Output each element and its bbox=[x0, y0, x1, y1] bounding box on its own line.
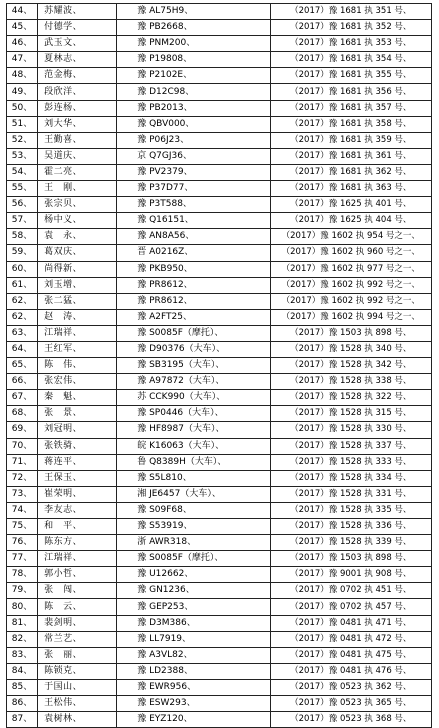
person-name-cell: 陈 云、 bbox=[38, 599, 117, 615]
row-number-cell: 71、 bbox=[7, 454, 38, 470]
table-row bbox=[7, 245, 432, 261]
table-row bbox=[7, 519, 432, 535]
person-name-cell: 张 景、 bbox=[38, 406, 117, 422]
table-row bbox=[7, 486, 432, 502]
plate-number-cell: 豫 GEP253、 bbox=[117, 599, 270, 615]
table-row bbox=[7, 100, 432, 116]
table-row bbox=[7, 341, 432, 357]
plate-number-cell: 豫 LD2388、 bbox=[117, 663, 270, 679]
plate-number-cell: 豫 U12662、 bbox=[117, 567, 270, 583]
plate-number-cell: 晋 A0216Z、 bbox=[117, 245, 270, 261]
table-row bbox=[7, 4, 432, 20]
case-number-cell: （2017）豫 1528 执 331 号、 bbox=[270, 486, 431, 502]
table-row bbox=[7, 438, 432, 454]
plate-number-cell: 豫 EWR956、 bbox=[117, 679, 270, 695]
case-number-cell: （2017）豫 1503 执 898 号、 bbox=[270, 325, 431, 341]
table-row bbox=[7, 229, 432, 245]
table-row bbox=[7, 712, 432, 728]
plate-number-cell: 豫 D90376（大车）、 bbox=[117, 341, 270, 357]
case-number-cell: （2017）豫 1602 执 994 号之一、 bbox=[270, 309, 431, 325]
plate-number-cell: 豫 QBV000、 bbox=[117, 116, 270, 132]
row-number-cell: 79、 bbox=[7, 583, 38, 599]
plate-number-cell: 豫 Q16151、 bbox=[117, 213, 270, 229]
plate-number-cell: 豫 AL75H9、 bbox=[117, 4, 270, 20]
row-number-cell: 44、 bbox=[7, 4, 38, 20]
row-number-cell: 78、 bbox=[7, 567, 38, 583]
case-number-cell: （2017）豫 0702 执 457 号、 bbox=[270, 599, 431, 615]
person-name-cell: 苏耀波、 bbox=[38, 4, 117, 20]
table-row bbox=[7, 84, 432, 100]
row-number-cell: 47、 bbox=[7, 52, 38, 68]
plate-number-cell: 苏 CCK990（大车）、 bbox=[117, 390, 270, 406]
person-name-cell: 付德学、 bbox=[38, 20, 117, 36]
case-number-cell: （2017）豫 1528 执 334 号、 bbox=[270, 470, 431, 486]
row-number-cell: 53、 bbox=[7, 148, 38, 164]
person-name-cell: 张宏伟、 bbox=[38, 374, 117, 390]
row-number-cell: 85、 bbox=[7, 679, 38, 695]
case-number-cell: （2017）豫 1681 执 357 号、 bbox=[270, 100, 431, 116]
table-row bbox=[7, 36, 432, 52]
row-number-cell: 84、 bbox=[7, 663, 38, 679]
row-number-cell: 51、 bbox=[7, 116, 38, 132]
case-number-cell: （2017）豫 1528 执 333 号、 bbox=[270, 454, 431, 470]
row-number-cell: 67、 bbox=[7, 390, 38, 406]
table-row bbox=[7, 454, 432, 470]
case-number-cell: （2017）豫 1681 执 362 号、 bbox=[270, 164, 431, 180]
plate-number-cell: 京 Q7GJ36、 bbox=[117, 148, 270, 164]
table-row bbox=[7, 502, 432, 518]
person-name-cell: 王保玉、 bbox=[38, 470, 117, 486]
case-number-cell: （2017）豫 1681 执 353 号、 bbox=[270, 36, 431, 52]
row-number-cell: 70、 bbox=[7, 438, 38, 454]
table-row bbox=[7, 358, 432, 374]
person-name-cell: 常兰艺、 bbox=[38, 631, 117, 647]
table-row bbox=[7, 599, 432, 615]
plate-number-cell: 豫 P3T588、 bbox=[117, 197, 270, 213]
plate-number-cell: 豫 PR8612、 bbox=[117, 293, 270, 309]
table-row bbox=[7, 567, 432, 583]
row-number-cell: 73、 bbox=[7, 486, 38, 502]
table-row bbox=[7, 663, 432, 679]
table-row bbox=[7, 647, 432, 663]
case-number-cell: （2017）豫 1528 执 315 号、 bbox=[270, 406, 431, 422]
plate-number-cell: 豫 HF8987（大车）、 bbox=[117, 422, 270, 438]
row-number-cell: 77、 bbox=[7, 551, 38, 567]
person-name-cell: 葛双庆、 bbox=[38, 245, 117, 261]
row-number-cell: 68、 bbox=[7, 406, 38, 422]
table-row bbox=[7, 277, 432, 293]
table-row bbox=[7, 68, 432, 84]
row-number-cell: 64、 bbox=[7, 341, 38, 357]
case-number-cell: （2017）豫 1681 执 358 号、 bbox=[270, 116, 431, 132]
row-number-cell: 49、 bbox=[7, 84, 38, 100]
table-row bbox=[7, 631, 432, 647]
person-name-cell: 张 丽、 bbox=[38, 647, 117, 663]
plate-number-cell: 豫 SP0446（大车）、 bbox=[117, 406, 270, 422]
table-row bbox=[7, 679, 432, 695]
case-number-cell: （2017）豫 1528 执 339 号、 bbox=[270, 535, 431, 551]
plate-number-cell: 豫 S0085F（摩托）、 bbox=[117, 325, 270, 341]
table-row bbox=[7, 116, 432, 132]
person-name-cell: 夏林志、 bbox=[38, 52, 117, 68]
case-number-cell: （2017）豫 1681 执 361 号、 bbox=[270, 148, 431, 164]
person-name-cell: 霍二亮、 bbox=[38, 164, 117, 180]
person-name-cell: 赵 涛、 bbox=[38, 309, 117, 325]
plate-number-cell: 豫 S53919、 bbox=[117, 519, 270, 535]
person-name-cell: 刘冠明、 bbox=[38, 422, 117, 438]
person-name-cell: 郭小哲、 bbox=[38, 567, 117, 583]
plate-number-cell: 皖 K16063（大车）、 bbox=[117, 438, 270, 454]
plate-number-cell: 豫 P37D77、 bbox=[117, 181, 270, 197]
case-number-cell: （2017）豫 0702 执 451 号、 bbox=[270, 583, 431, 599]
case-number-cell: （2017）豫 0523 执 362 号、 bbox=[270, 679, 431, 695]
row-number-cell: 65、 bbox=[7, 358, 38, 374]
table-row bbox=[7, 615, 432, 631]
person-name-cell: 段欣洋、 bbox=[38, 84, 117, 100]
table-row bbox=[7, 422, 432, 438]
case-number-cell: （2017）豫 1602 执 954 号之一、 bbox=[270, 229, 431, 245]
row-number-cell: 46、 bbox=[7, 36, 38, 52]
row-number-cell: 63、 bbox=[7, 325, 38, 341]
case-number-cell: （2017）豫 1681 执 354 号、 bbox=[270, 52, 431, 68]
person-name-cell: 范金梅、 bbox=[38, 68, 117, 84]
plate-number-cell: 豫 EYZ120、 bbox=[117, 712, 270, 728]
row-number-cell: 59、 bbox=[7, 245, 38, 261]
person-name-cell: 彭连杨、 bbox=[38, 100, 117, 116]
person-name-cell: 袁树林、 bbox=[38, 712, 117, 728]
person-name-cell: 陈东方、 bbox=[38, 535, 117, 551]
table-row bbox=[7, 20, 432, 36]
table-row bbox=[7, 551, 432, 567]
row-number-cell: 60、 bbox=[7, 261, 38, 277]
table-row bbox=[7, 181, 432, 197]
plate-number-cell: 豫 PV2379、 bbox=[117, 164, 270, 180]
case-number-cell: （2017）豫 1681 执 359 号、 bbox=[270, 132, 431, 148]
case-number-cell: （2017）豫 1528 执 342 号、 bbox=[270, 358, 431, 374]
person-name-cell: 吴道庆、 bbox=[38, 148, 117, 164]
person-name-cell: 于国山、 bbox=[38, 679, 117, 695]
row-number-cell: 83、 bbox=[7, 647, 38, 663]
plate-number-cell: 豫 S5L810、 bbox=[117, 470, 270, 486]
case-number-cell: （2017）豫 1528 执 330 号、 bbox=[270, 422, 431, 438]
case-number-cell: （2017）豫 1625 执 404 号、 bbox=[270, 213, 431, 229]
person-name-cell: 张 闯、 bbox=[38, 583, 117, 599]
person-name-cell: 崔荣明、 bbox=[38, 486, 117, 502]
row-number-cell: 45、 bbox=[7, 20, 38, 36]
table-row bbox=[7, 132, 432, 148]
case-number-cell: （2017）豫 1528 执 336 号、 bbox=[270, 519, 431, 535]
table-row bbox=[7, 197, 432, 213]
case-number-cell: （2017）豫 1528 执 340 号、 bbox=[270, 341, 431, 357]
person-name-cell: 蒋连平、 bbox=[38, 454, 117, 470]
enforcement-list-table bbox=[6, 3, 432, 728]
case-number-cell: （2017）豫 0481 执 475 号、 bbox=[270, 647, 431, 663]
person-name-cell: 和 平、 bbox=[38, 519, 117, 535]
plate-number-cell: 豫 S09F68、 bbox=[117, 502, 270, 518]
table-row bbox=[7, 213, 432, 229]
case-number-cell: （2017）豫 1528 执 337 号、 bbox=[270, 438, 431, 454]
table-row bbox=[7, 325, 432, 341]
case-number-cell: （2017）豫 1681 执 355 号、 bbox=[270, 68, 431, 84]
row-number-cell: 55、 bbox=[7, 181, 38, 197]
plate-number-cell: 豫 LL7919、 bbox=[117, 631, 270, 647]
row-number-cell: 72、 bbox=[7, 470, 38, 486]
case-number-cell: （2017）豫 0523 执 368 号、 bbox=[270, 712, 431, 728]
table-body bbox=[7, 4, 432, 728]
table-row bbox=[7, 535, 432, 551]
plate-number-cell: 豫 AN8A56、 bbox=[117, 229, 270, 245]
case-number-cell: （2017）豫 0523 执 365 号、 bbox=[270, 696, 431, 712]
plate-number-cell: 浙 AWR318、 bbox=[117, 535, 270, 551]
person-name-cell: 秦 魁、 bbox=[38, 390, 117, 406]
plate-number-cell: 豫 PB2668、 bbox=[117, 20, 270, 36]
plate-number-cell: 豫 A2FT25、 bbox=[117, 309, 270, 325]
plate-number-cell: 豫 SB3195（大车）、 bbox=[117, 358, 270, 374]
table-row bbox=[7, 164, 432, 180]
case-number-cell: （2017）豫 1681 执 356 号、 bbox=[270, 84, 431, 100]
case-number-cell: （2017）豫 1528 执 322 号、 bbox=[270, 390, 431, 406]
row-number-cell: 69、 bbox=[7, 422, 38, 438]
case-number-cell: （2017）豫 1625 执 401 号、 bbox=[270, 197, 431, 213]
case-number-cell: （2017）豫 1681 执 363 号、 bbox=[270, 181, 431, 197]
row-number-cell: 87、 bbox=[7, 712, 38, 728]
person-name-cell: 王松伟、 bbox=[38, 696, 117, 712]
row-number-cell: 76、 bbox=[7, 535, 38, 551]
row-number-cell: 86、 bbox=[7, 696, 38, 712]
person-name-cell: 刘玉增、 bbox=[38, 277, 117, 293]
table-row bbox=[7, 470, 432, 486]
case-number-cell: （2017）豫 1528 执 338 号、 bbox=[270, 374, 431, 390]
row-number-cell: 54、 bbox=[7, 164, 38, 180]
plate-number-cell: 湘 JE6457（大车）、 bbox=[117, 486, 270, 502]
table-row bbox=[7, 696, 432, 712]
person-name-cell: 武玉文、 bbox=[38, 36, 117, 52]
case-number-cell: （2017）豫 1528 执 335 号、 bbox=[270, 502, 431, 518]
person-name-cell: 江瑞祥、 bbox=[38, 551, 117, 567]
case-number-cell: （2017）豫 1602 执 977 号之一、 bbox=[270, 261, 431, 277]
case-number-cell: （2017）豫 0481 执 472 号、 bbox=[270, 631, 431, 647]
person-name-cell: 王 刚、 bbox=[38, 181, 117, 197]
person-name-cell: 王勤喜、 bbox=[38, 132, 117, 148]
person-name-cell: 陈锁克、 bbox=[38, 663, 117, 679]
table-row bbox=[7, 583, 432, 599]
plate-number-cell: 豫 PKB950、 bbox=[117, 261, 270, 277]
plate-number-cell: 豫 S0085F（摩托）、 bbox=[117, 551, 270, 567]
row-number-cell: 52、 bbox=[7, 132, 38, 148]
person-name-cell: 张铁骑、 bbox=[38, 438, 117, 454]
case-number-cell: （2017）豫 1681 执 351 号、 bbox=[270, 4, 431, 20]
row-number-cell: 80、 bbox=[7, 599, 38, 615]
case-number-cell: （2017）豫 1503 执 898 号、 bbox=[270, 551, 431, 567]
plate-number-cell: 豫 A3VL82、 bbox=[117, 647, 270, 663]
table-row bbox=[7, 309, 432, 325]
row-number-cell: 48、 bbox=[7, 68, 38, 84]
person-name-cell: 袁 永、 bbox=[38, 229, 117, 245]
row-number-cell: 58、 bbox=[7, 229, 38, 245]
plate-number-cell: 豫 A97872（大车）、 bbox=[117, 374, 270, 390]
plate-number-cell: 豫 PB2013、 bbox=[117, 100, 270, 116]
plate-number-cell: 豫 D3M386、 bbox=[117, 615, 270, 631]
person-name-cell: 张宗贝、 bbox=[38, 197, 117, 213]
row-number-cell: 61、 bbox=[7, 277, 38, 293]
table-row bbox=[7, 261, 432, 277]
table-row bbox=[7, 374, 432, 390]
table-row bbox=[7, 390, 432, 406]
case-number-cell: （2017）豫 0481 执 471 号、 bbox=[270, 615, 431, 631]
table-row bbox=[7, 406, 432, 422]
person-name-cell: 刘大华、 bbox=[38, 116, 117, 132]
row-number-cell: 62、 bbox=[7, 309, 38, 325]
row-number-cell: 62、 bbox=[7, 293, 38, 309]
plate-number-cell: 豫 P19808、 bbox=[117, 52, 270, 68]
row-number-cell: 56、 bbox=[7, 197, 38, 213]
person-name-cell: 杨中义、 bbox=[38, 213, 117, 229]
person-name-cell: 江瑞祥、 bbox=[38, 325, 117, 341]
case-number-cell: （2017）豫 1602 执 960 号之一、 bbox=[270, 245, 431, 261]
person-name-cell: 张二猛、 bbox=[38, 293, 117, 309]
table-row bbox=[7, 148, 432, 164]
row-number-cell: 75、 bbox=[7, 519, 38, 535]
table-row bbox=[7, 52, 432, 68]
person-name-cell: 王红军、 bbox=[38, 341, 117, 357]
case-number-cell: （2017）豫 1602 执 992 号之一、 bbox=[270, 277, 431, 293]
plate-number-cell: 豫 P2102E、 bbox=[117, 68, 270, 84]
plate-number-cell: 豫 PR8612、 bbox=[117, 277, 270, 293]
plate-number-cell: 鲁 Q8389H（大车）、 bbox=[117, 454, 270, 470]
person-name-cell: 尚得新、 bbox=[38, 261, 117, 277]
plate-number-cell: 豫 PNM200、 bbox=[117, 36, 270, 52]
row-number-cell: 82、 bbox=[7, 631, 38, 647]
person-name-cell: 李友志、 bbox=[38, 502, 117, 518]
case-number-cell: （2017）豫 1602 执 992 号之一、 bbox=[270, 293, 431, 309]
table-row bbox=[7, 293, 432, 309]
plate-number-cell: 豫 D12C98、 bbox=[117, 84, 270, 100]
plate-number-cell: 豫 P06J23、 bbox=[117, 132, 270, 148]
person-name-cell: 裴剑明、 bbox=[38, 615, 117, 631]
plate-number-cell: 豫 GN1236、 bbox=[117, 583, 270, 599]
row-number-cell: 81、 bbox=[7, 615, 38, 631]
plate-number-cell: 豫 ESW293、 bbox=[117, 696, 270, 712]
person-name-cell: 陈 伟、 bbox=[38, 358, 117, 374]
row-number-cell: 57、 bbox=[7, 213, 38, 229]
row-number-cell: 50、 bbox=[7, 100, 38, 116]
row-number-cell: 74、 bbox=[7, 502, 38, 518]
row-number-cell: 66、 bbox=[7, 374, 38, 390]
case-number-cell: （2017）豫 9001 执 908 号、 bbox=[270, 567, 431, 583]
case-number-cell: （2017）豫 0481 执 476 号、 bbox=[270, 663, 431, 679]
case-number-cell: （2017）豫 1681 执 352 号、 bbox=[270, 20, 431, 36]
